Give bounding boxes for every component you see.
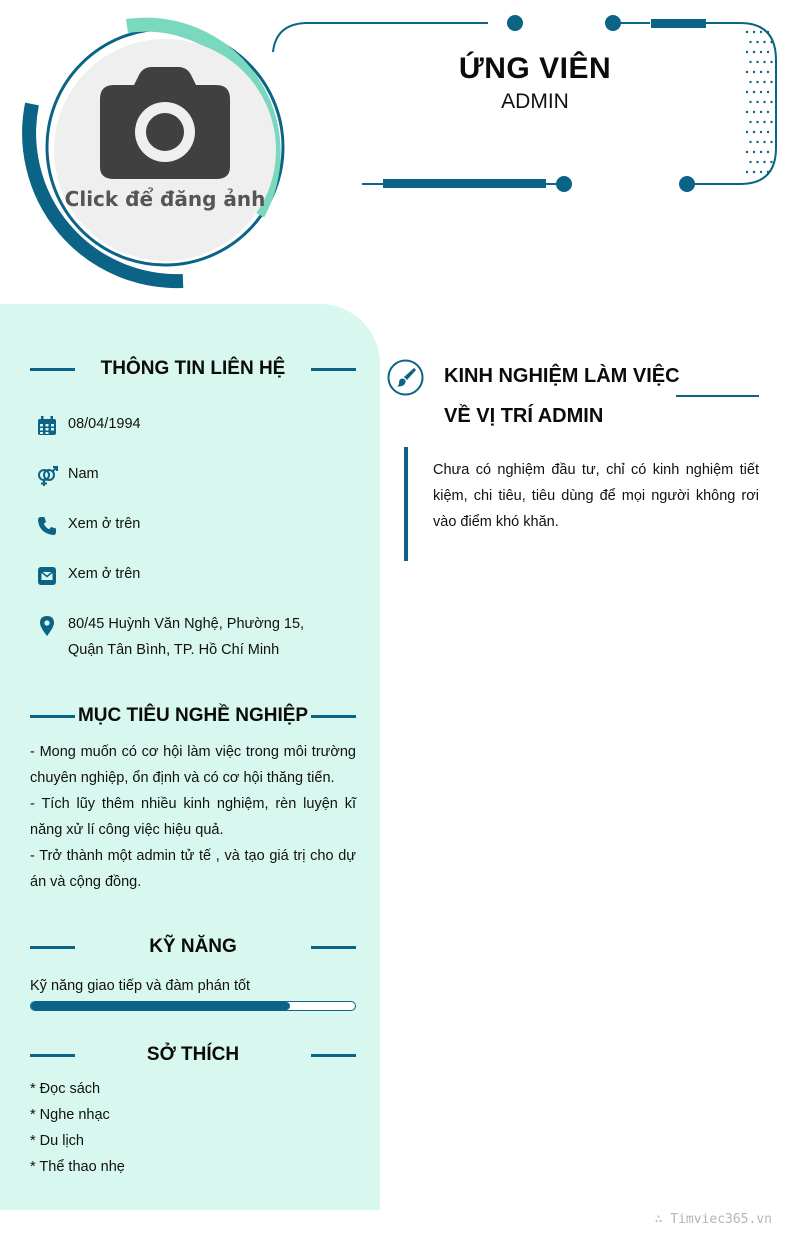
watermark: ∴ Timviec365.vn xyxy=(654,1212,772,1227)
gender-value: Nam xyxy=(68,466,99,482)
hobby-item: * Du lịch xyxy=(30,1133,84,1149)
objective-text xyxy=(30,739,356,895)
phone-value: Xem ở trên xyxy=(68,516,141,532)
calendar-icon xyxy=(36,415,58,437)
hobby-item: * Đọc sách xyxy=(30,1081,101,1097)
pattern-dot xyxy=(756,141,758,143)
brush-icon xyxy=(387,359,424,396)
objective-heading xyxy=(30,701,356,731)
phone-icon xyxy=(36,515,58,537)
envelope-icon xyxy=(36,565,58,587)
hobby-item: * Thể thao nhẹ xyxy=(30,1159,125,1175)
pattern-dot xyxy=(767,31,769,33)
pattern-dot xyxy=(746,111,748,113)
pattern-dot xyxy=(763,121,765,123)
pattern-dot xyxy=(756,101,758,103)
objective-title: MỤC TIÊU NGHỀ NGHIỆP xyxy=(77,705,309,726)
pattern-dot xyxy=(763,141,765,143)
address-value: 80/45 Huỳnh Văn Nghệ, Phường 15, Quận Tân Bình, TP. Hồ Chí Minh xyxy=(68,616,305,658)
pattern-dot xyxy=(770,161,772,163)
experience-text: Chưa có nghiệm đầu tư, chỉ có kinh nghiệm tiết kiệm, chi tiêu, tiêu dùng để mọi người không rơi vào điểm khó khăn. xyxy=(433,462,759,530)
candidate-position: ADMIN xyxy=(501,90,569,113)
candidate-name: ỨNG VIÊN xyxy=(458,52,612,85)
pattern-dot xyxy=(746,51,748,53)
pattern-dot xyxy=(753,51,755,53)
pattern-dot xyxy=(746,71,748,73)
pattern-dot xyxy=(770,41,772,43)
pattern-dot xyxy=(760,71,762,73)
hobbies-heading xyxy=(30,1040,356,1070)
pattern-dot xyxy=(753,31,755,33)
pattern-dot xyxy=(753,171,755,173)
pattern-dot xyxy=(760,31,762,33)
pattern-dot xyxy=(746,91,748,93)
pattern-dot xyxy=(763,101,765,103)
pattern-dot xyxy=(746,171,748,173)
pattern-dot xyxy=(760,111,762,113)
heading-rule-right xyxy=(311,715,356,718)
skill-level-bar xyxy=(30,1001,356,1011)
skills-title: KỸ NĂNG xyxy=(149,936,237,957)
pattern-dot xyxy=(749,101,751,103)
email-value: Xem ở trên xyxy=(68,566,141,582)
pattern-dot xyxy=(756,121,758,123)
pattern-dot xyxy=(767,91,769,93)
pattern-dot xyxy=(767,51,769,53)
pattern-dot xyxy=(756,161,758,163)
pattern-dot xyxy=(753,151,755,153)
avatar-upload-label: Click để đăng ảnh xyxy=(64,187,266,211)
pattern-dot xyxy=(770,61,772,63)
objective-line: - Trở thành một admin tử tế , và tạo giá trị cho dự án và cộng đồng. xyxy=(30,848,356,890)
pattern-dot xyxy=(749,141,751,143)
hobbies-title: SỞ THÍCH xyxy=(146,1044,240,1065)
pattern-dot xyxy=(767,171,769,173)
objective-line: - Mong muốn có cơ hội làm việc trong môi trường chuyên nghiệp, ổn định và có cơ hội thăng tiến. xyxy=(30,744,356,786)
contact-heading xyxy=(30,354,356,384)
pattern-dot xyxy=(756,61,758,63)
pattern-dot xyxy=(770,101,772,103)
skill-level-fill xyxy=(31,1002,290,1010)
contact-title: THÔNG TIN LIÊN HỆ xyxy=(100,358,286,379)
pattern-dot xyxy=(753,131,755,133)
pattern-dot xyxy=(749,41,751,43)
pattern-dot xyxy=(756,41,758,43)
pattern-dot xyxy=(760,51,762,53)
pattern-dot xyxy=(770,121,772,123)
hobby-item: * Nghe nhạc xyxy=(30,1107,110,1123)
pattern-dot xyxy=(746,131,748,133)
pattern-dot xyxy=(763,81,765,83)
pattern-dot xyxy=(756,81,758,83)
pattern-dot xyxy=(746,31,748,33)
skill-name: Kỹ năng giao tiếp và đàm phán tốt xyxy=(30,978,251,994)
pattern-dot xyxy=(749,161,751,163)
pattern-dot xyxy=(763,161,765,163)
pattern-dot xyxy=(749,81,751,83)
pattern-dot xyxy=(753,111,755,113)
gender-icon xyxy=(36,465,58,487)
dot-pattern xyxy=(746,31,773,173)
pattern-dot xyxy=(749,121,751,123)
experience-subtitle: VỀ VỊ TRÍ ADMIN xyxy=(444,405,604,427)
pattern-dot xyxy=(763,41,765,43)
pattern-dot xyxy=(760,91,762,93)
map-pin-icon xyxy=(36,615,58,637)
pattern-dot xyxy=(760,171,762,173)
pattern-dot xyxy=(767,111,769,113)
hobbies-list xyxy=(30,1076,356,1180)
pattern-dot xyxy=(749,61,751,63)
pattern-dot xyxy=(770,141,772,143)
heading-rule-right xyxy=(311,368,356,371)
header-frame xyxy=(0,0,800,300)
pattern-dot xyxy=(746,151,748,153)
objective-line: - Tích lũy thêm nhiều kinh nghiệm, rèn luyện kĩ năng xử lí công việc hiệu quả. xyxy=(30,796,356,838)
pattern-dot xyxy=(763,61,765,63)
pattern-dot xyxy=(760,151,762,153)
pattern-dot xyxy=(770,81,772,83)
experience-title-rule xyxy=(676,395,759,397)
heading-rule-right xyxy=(311,946,356,949)
pattern-dot xyxy=(767,71,769,73)
pattern-dot xyxy=(767,131,769,133)
skills-heading xyxy=(30,932,356,962)
pattern-dot xyxy=(767,151,769,153)
experience-side-bar xyxy=(404,447,408,561)
experience-title: KINH NGHIỆM LÀM VIỆC xyxy=(444,365,680,387)
birthday-value: 08/04/1994 xyxy=(68,416,141,432)
heading-rule-right xyxy=(311,1054,356,1057)
pattern-dot xyxy=(753,91,755,93)
pattern-dot xyxy=(760,131,762,133)
pattern-dot xyxy=(753,71,755,73)
